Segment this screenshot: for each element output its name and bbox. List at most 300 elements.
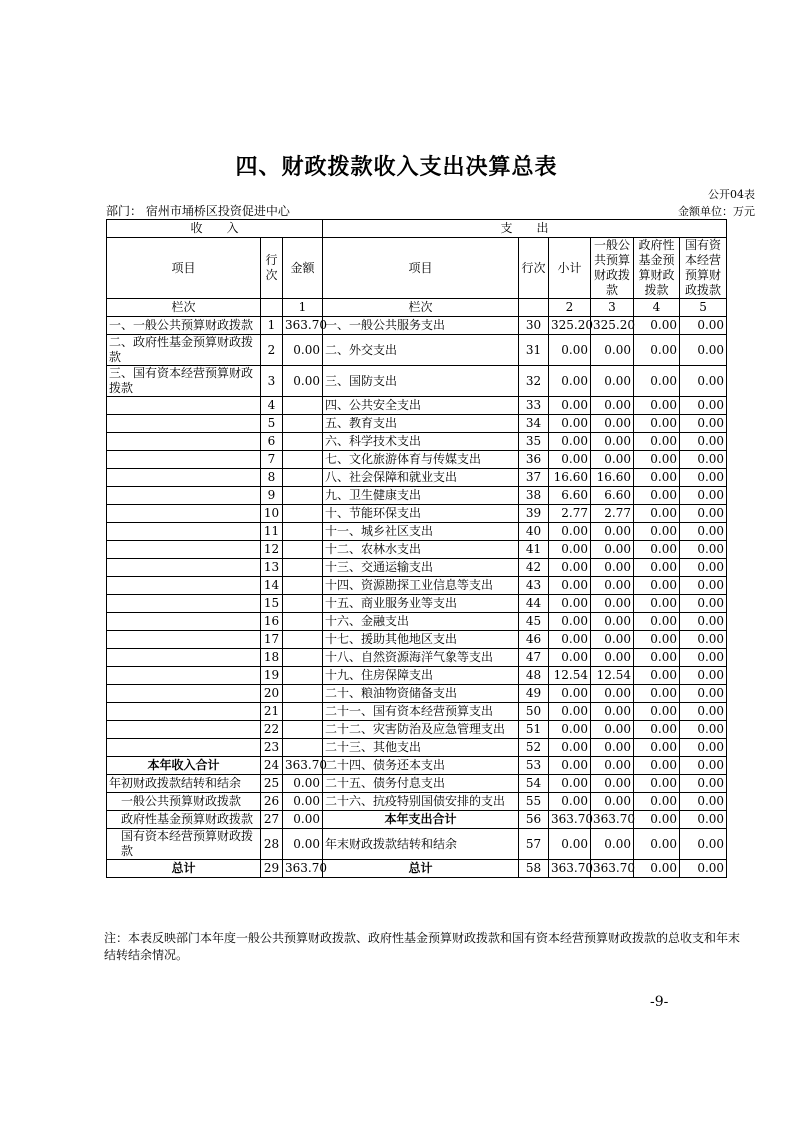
income-item-cell xyxy=(107,505,261,523)
expense-line-cell: 47 xyxy=(519,649,549,667)
fund-budget-cell: 0.00 xyxy=(634,559,680,577)
fund-budget-cell: 0.00 xyxy=(634,335,680,366)
capital-budget-cell: 0.00 xyxy=(680,757,727,775)
income-line-header: 行次 xyxy=(261,238,283,299)
income-item-cell: 一、一般公共预算财政拨款 xyxy=(107,317,261,335)
subtotal-cell: 0.00 xyxy=(549,523,591,541)
expense-line-cell: 36 xyxy=(519,451,549,469)
income-amount-cell xyxy=(283,415,323,433)
fund-budget-cell: 0.00 xyxy=(634,757,680,775)
income-item-cell: 本年收入合计 xyxy=(107,757,261,775)
fund-budget-cell: 0.00 xyxy=(634,397,680,415)
income-line-cell: 20 xyxy=(261,685,283,703)
fund-budget-cell: 0.00 xyxy=(634,775,680,793)
expense-line-cell: 48 xyxy=(519,667,549,685)
fund-budget-cell: 0.00 xyxy=(634,667,680,685)
column-index-empty xyxy=(261,299,283,317)
table-row xyxy=(107,649,727,667)
income-line-cell: 5 xyxy=(261,415,283,433)
income-item-cell xyxy=(107,721,261,739)
general-budget-cell: 0.00 xyxy=(591,433,634,451)
fund-budget-cell: 0.00 xyxy=(634,577,680,595)
expense-item-cell: 二、外交支出 xyxy=(323,335,519,366)
income-amount-cell xyxy=(283,631,323,649)
expense-line-cell: 45 xyxy=(519,613,549,631)
expense-line-cell: 37 xyxy=(519,469,549,487)
general-budget-cell: 2.77 xyxy=(591,505,634,523)
capital-budget-cell: 0.00 xyxy=(680,541,727,559)
table-row xyxy=(107,613,727,631)
table-row xyxy=(107,775,727,793)
expense-line-cell: 57 xyxy=(519,829,549,860)
capital-budget-cell: 0.00 xyxy=(680,433,727,451)
income-amount-cell xyxy=(283,559,323,577)
income-line-cell: 3 xyxy=(261,366,283,397)
expense-item-cell: 三、国防支出 xyxy=(323,366,519,397)
expense-item-cell: 二十一、国有资本经营预算支出 xyxy=(323,703,519,721)
income-line-cell: 27 xyxy=(261,811,283,829)
expense-item-cell: 十四、资源勘探工业信息等支出 xyxy=(323,577,519,595)
column-index-4: 4 xyxy=(634,299,680,317)
expense-line-header: 行次 xyxy=(519,238,549,299)
income-line-cell: 19 xyxy=(261,667,283,685)
general-budget-cell: 16.60 xyxy=(591,469,634,487)
fund-budget-cell: 0.00 xyxy=(634,595,680,613)
income-item-cell xyxy=(107,415,261,433)
expense-item-cell: 十五、商业服务业等支出 xyxy=(323,595,519,613)
income-amount-cell xyxy=(283,487,323,505)
capital-budget-cell: 0.00 xyxy=(680,685,727,703)
table-row xyxy=(107,703,727,721)
table-row xyxy=(107,505,727,523)
income-amount-cell xyxy=(283,397,323,415)
fund-budget-cell: 0.00 xyxy=(634,860,680,878)
expense-line-cell: 30 xyxy=(519,317,549,335)
income-line-cell: 23 xyxy=(261,739,283,757)
income-amount-cell: 0.00 xyxy=(283,335,323,366)
income-line-cell: 6 xyxy=(261,433,283,451)
column-index-empty-2 xyxy=(519,299,549,317)
income-line-cell: 21 xyxy=(261,703,283,721)
expense-line-cell: 34 xyxy=(519,415,549,433)
general-budget-cell: 0.00 xyxy=(591,523,634,541)
general-budget-cell: 0.00 xyxy=(591,631,634,649)
income-line-cell: 10 xyxy=(261,505,283,523)
expense-line-cell: 46 xyxy=(519,631,549,649)
income-section-header: 收 入 xyxy=(107,220,323,238)
subtotal-cell: 0.00 xyxy=(549,613,591,631)
general-budget-cell: 0.00 xyxy=(591,703,634,721)
subtotal-cell: 0.00 xyxy=(549,397,591,415)
subtotal-cell: 6.60 xyxy=(549,487,591,505)
capital-budget-cell: 0.00 xyxy=(680,523,727,541)
expense-item-cell: 二十二、灾害防治及应急管理支出 xyxy=(323,721,519,739)
income-amount-cell xyxy=(283,577,323,595)
income-item-cell xyxy=(107,667,261,685)
fund-budget-cell: 0.00 xyxy=(634,469,680,487)
income-amount-cell: 0.00 xyxy=(283,366,323,397)
income-amount-cell xyxy=(283,613,323,631)
page-title: 四、财政拨款收入支出决算总表 xyxy=(235,155,558,180)
table-row xyxy=(107,667,727,685)
income-item-cell xyxy=(107,577,261,595)
income-line-cell: 11 xyxy=(261,523,283,541)
income-amount-cell xyxy=(283,541,323,559)
expense-line-cell: 35 xyxy=(519,433,549,451)
general-budget-cell: 363.70 xyxy=(591,860,634,878)
general-budget-cell: 325.20 xyxy=(591,317,634,335)
table-row xyxy=(107,739,727,757)
expense-line-cell: 32 xyxy=(519,366,549,397)
fund-budget-header: 政府性基金预算财政拨款 xyxy=(634,238,680,299)
income-line-cell: 16 xyxy=(261,613,283,631)
expense-section-header: 支 出 xyxy=(323,220,727,238)
income-amount-cell xyxy=(283,721,323,739)
fund-budget-cell: 0.00 xyxy=(634,523,680,541)
fund-budget-cell: 0.00 xyxy=(634,415,680,433)
expense-item-cell: 二十四、债务还本支出 xyxy=(323,757,519,775)
fund-budget-cell: 0.00 xyxy=(634,317,680,335)
income-line-cell: 12 xyxy=(261,541,283,559)
expense-line-cell: 49 xyxy=(519,685,549,703)
income-item-cell xyxy=(107,649,261,667)
income-item-cell xyxy=(107,739,261,757)
general-budget-cell: 0.00 xyxy=(591,397,634,415)
income-amount-cell xyxy=(283,667,323,685)
income-item-cell: 年初财政拨款结转和结余 xyxy=(107,775,261,793)
general-budget-cell: 0.00 xyxy=(591,649,634,667)
general-budget-cell: 0.00 xyxy=(591,415,634,433)
subtotal-cell: 0.00 xyxy=(549,415,591,433)
expense-item-cell: 年末财政拨款结转和结余 xyxy=(323,829,519,860)
subtotal-cell: 0.00 xyxy=(549,595,591,613)
expense-line-cell: 55 xyxy=(519,793,549,811)
expense-item-cell: 九、卫生健康支出 xyxy=(323,487,519,505)
general-budget-cell: 0.00 xyxy=(591,451,634,469)
fund-budget-cell: 0.00 xyxy=(634,433,680,451)
income-line-cell: 22 xyxy=(261,721,283,739)
table-row xyxy=(107,757,727,775)
capital-budget-cell: 0.00 xyxy=(680,703,727,721)
general-budget-cell: 0.00 xyxy=(591,541,634,559)
capital-budget-cell: 0.00 xyxy=(680,415,727,433)
table-row xyxy=(107,595,727,613)
income-item-cell xyxy=(107,397,261,415)
general-budget-cell: 0.00 xyxy=(591,559,634,577)
subtotal-cell: 325.20 xyxy=(549,317,591,335)
general-budget-cell: 0.00 xyxy=(591,721,634,739)
general-budget-cell: 6.60 xyxy=(591,487,634,505)
general-budget-cell: 0.00 xyxy=(591,577,634,595)
subtotal-cell: 0.00 xyxy=(549,433,591,451)
table-row xyxy=(107,397,727,415)
general-budget-cell: 363.70 xyxy=(591,811,634,829)
table-row xyxy=(107,469,727,487)
income-item-cell xyxy=(107,451,261,469)
expense-item-cell: 一、一般公共服务支出 xyxy=(323,317,519,335)
expense-line-cell: 50 xyxy=(519,703,549,721)
income-item-cell: 总计 xyxy=(107,860,261,878)
subtotal-cell: 0.00 xyxy=(549,451,591,469)
subtotal-cell: 12.54 xyxy=(549,667,591,685)
income-line-cell: 26 xyxy=(261,793,283,811)
column-index-label: 栏次 xyxy=(107,299,261,317)
column-index-2: 2 xyxy=(549,299,591,317)
subtotal-cell: 0.00 xyxy=(549,685,591,703)
income-amount-cell xyxy=(283,703,323,721)
income-amount-cell xyxy=(283,469,323,487)
expense-line-cell: 56 xyxy=(519,811,549,829)
income-item-cell xyxy=(107,433,261,451)
capital-budget-cell: 0.00 xyxy=(680,811,727,829)
expense-line-cell: 43 xyxy=(519,577,549,595)
expense-item-cell: 十七、援助其他地区支出 xyxy=(323,631,519,649)
fund-budget-cell: 0.00 xyxy=(634,649,680,667)
income-amount-cell: 0.00 xyxy=(283,775,323,793)
income-line-cell: 18 xyxy=(261,649,283,667)
fund-budget-cell: 0.00 xyxy=(634,451,680,469)
subtotal-cell: 16.60 xyxy=(549,469,591,487)
capital-budget-cell: 0.00 xyxy=(680,577,727,595)
subtotal-cell: 0.00 xyxy=(549,739,591,757)
expense-item-cell: 二十六、抗疫特别国债安排的支出 xyxy=(323,793,519,811)
income-item-cell xyxy=(107,703,261,721)
fund-budget-cell: 0.00 xyxy=(634,793,680,811)
subtotal-cell: 363.70 xyxy=(549,811,591,829)
table-row xyxy=(107,793,727,811)
income-line-cell: 15 xyxy=(261,595,283,613)
capital-budget-cell: 0.00 xyxy=(680,397,727,415)
subtotal-cell: 0.00 xyxy=(549,649,591,667)
general-budget-cell: 0.00 xyxy=(591,793,634,811)
expense-item-cell: 十一、城乡社区支出 xyxy=(323,523,519,541)
expense-line-cell: 33 xyxy=(519,397,549,415)
income-line-cell: 25 xyxy=(261,775,283,793)
expense-line-cell: 51 xyxy=(519,721,549,739)
general-budget-cell: 0.00 xyxy=(591,335,634,366)
income-line-cell: 8 xyxy=(261,469,283,487)
income-amount-cell xyxy=(283,433,323,451)
income-amount-cell xyxy=(283,523,323,541)
income-line-cell: 28 xyxy=(261,829,283,860)
income-item-cell xyxy=(107,541,261,559)
income-amount-cell xyxy=(283,649,323,667)
subtotal-cell: 0.00 xyxy=(549,757,591,775)
unit-label: 金额单位：万元 xyxy=(678,205,755,218)
expense-item-cell: 总计 xyxy=(323,860,519,878)
expense-line-cell: 39 xyxy=(519,505,549,523)
income-amount-cell xyxy=(283,685,323,703)
capital-budget-cell: 0.00 xyxy=(680,860,727,878)
income-item-cell: 三、国有资本经营预算财政拨款 xyxy=(107,366,261,397)
general-budget-cell: 0.00 xyxy=(591,829,634,860)
fund-budget-cell: 0.00 xyxy=(634,541,680,559)
expense-line-cell: 41 xyxy=(519,541,549,559)
income-item-cell: 国有资本经营预算财政拨款 xyxy=(107,829,261,860)
expense-line-cell: 44 xyxy=(519,595,549,613)
general-budget-header: 一般公共预算财政拨款 xyxy=(591,238,634,299)
income-amount-header: 金额 xyxy=(283,238,323,299)
table-row xyxy=(107,577,727,595)
department-label: 部门： 宿州市埇桥区投资促进中心 xyxy=(106,204,290,218)
column-index-5: 5 xyxy=(680,299,727,317)
fund-budget-cell: 0.00 xyxy=(634,703,680,721)
page-number: -9- xyxy=(650,994,669,1010)
expense-item-cell: 二十、粮油物资储备支出 xyxy=(323,685,519,703)
subtotal-cell: 0.00 xyxy=(549,631,591,649)
expense-item-cell: 本年支出合计 xyxy=(323,811,519,829)
fund-budget-cell: 0.00 xyxy=(634,721,680,739)
table-row xyxy=(107,559,727,577)
expense-item-cell: 十六、金融支出 xyxy=(323,613,519,631)
income-amount-cell xyxy=(283,739,323,757)
expense-item-cell: 八、社会保障和就业支出 xyxy=(323,469,519,487)
subtotal-header: 小计 xyxy=(549,238,591,299)
capital-budget-cell: 0.00 xyxy=(680,451,727,469)
expense-item-cell: 十八、自然资源海洋气象等支出 xyxy=(323,649,519,667)
income-line-cell: 17 xyxy=(261,631,283,649)
column-index-1: 1 xyxy=(283,299,323,317)
capital-budget-cell: 0.00 xyxy=(680,366,727,397)
expense-item-cell: 六、科学技术支出 xyxy=(323,433,519,451)
income-item-cell xyxy=(107,523,261,541)
income-line-cell: 29 xyxy=(261,860,283,878)
fund-budget-cell: 0.00 xyxy=(634,487,680,505)
income-item-cell xyxy=(107,559,261,577)
fund-budget-cell: 0.00 xyxy=(634,631,680,649)
general-budget-cell: 0.00 xyxy=(591,775,634,793)
expense-line-cell: 52 xyxy=(519,739,549,757)
table-row xyxy=(107,451,727,469)
capital-budget-cell: 0.00 xyxy=(680,739,727,757)
expense-line-cell: 31 xyxy=(519,335,549,366)
expense-item-cell: 二十三、其他支出 xyxy=(323,739,519,757)
income-item-cell xyxy=(107,685,261,703)
column-index-label-2: 栏次 xyxy=(323,299,519,317)
income-item-cell xyxy=(107,469,261,487)
table-row xyxy=(107,415,727,433)
fund-budget-cell: 0.00 xyxy=(634,366,680,397)
column-index-3: 3 xyxy=(591,299,634,317)
subtotal-cell: 2.77 xyxy=(549,505,591,523)
expense-item-cell: 五、教育支出 xyxy=(323,415,519,433)
subtotal-cell: 0.00 xyxy=(549,829,591,860)
expense-item-cell: 七、文化旅游体育与传媒支出 xyxy=(323,451,519,469)
table-row xyxy=(107,317,727,335)
income-item-cell: 政府性基金预算财政拨款 xyxy=(107,811,261,829)
general-budget-cell: 0.00 xyxy=(591,595,634,613)
table-row xyxy=(107,523,727,541)
income-amount-cell: 363.70 xyxy=(283,860,323,878)
capital-budget-cell: 0.00 xyxy=(680,613,727,631)
subtotal-cell: 0.00 xyxy=(549,559,591,577)
table-row xyxy=(107,721,727,739)
income-item-cell xyxy=(107,613,261,631)
form-code: 公开04表 xyxy=(708,188,755,201)
expense-item-cell: 十、节能环保支出 xyxy=(323,505,519,523)
expense-line-cell: 38 xyxy=(519,487,549,505)
expense-line-cell: 42 xyxy=(519,559,549,577)
expense-item-cell: 十三、交通运输支出 xyxy=(323,559,519,577)
capital-budget-cell: 0.00 xyxy=(680,595,727,613)
capital-budget-cell: 0.00 xyxy=(680,775,727,793)
subtotal-cell: 0.00 xyxy=(549,541,591,559)
income-line-cell: 9 xyxy=(261,487,283,505)
capital-budget-cell: 0.00 xyxy=(680,631,727,649)
capital-budget-cell: 0.00 xyxy=(680,559,727,577)
expense-item-cell: 四、公共安全支出 xyxy=(323,397,519,415)
capital-budget-cell: 0.00 xyxy=(680,505,727,523)
income-amount-cell: 0.00 xyxy=(283,793,323,811)
budget-table xyxy=(106,219,727,878)
capital-budget-cell: 0.00 xyxy=(680,317,727,335)
fund-budget-cell: 0.00 xyxy=(634,811,680,829)
expense-line-cell: 53 xyxy=(519,757,549,775)
expense-line-cell: 58 xyxy=(519,860,549,878)
general-budget-cell: 0.00 xyxy=(591,757,634,775)
table-row xyxy=(107,335,727,366)
general-budget-cell: 0.00 xyxy=(591,739,634,757)
capital-budget-header: 国有资本经营预算财政拨款 xyxy=(680,238,727,299)
capital-budget-cell: 0.00 xyxy=(680,649,727,667)
subtotal-cell: 0.00 xyxy=(549,366,591,397)
fund-budget-cell: 0.00 xyxy=(634,829,680,860)
general-budget-cell: 0.00 xyxy=(591,613,634,631)
expense-item-header: 项目 xyxy=(323,238,519,299)
subtotal-cell: 363.70 xyxy=(549,860,591,878)
capital-budget-cell: 0.00 xyxy=(680,793,727,811)
income-amount-cell: 363.70 xyxy=(283,757,323,775)
income-line-cell: 1 xyxy=(261,317,283,335)
income-amount-cell xyxy=(283,595,323,613)
income-line-cell: 2 xyxy=(261,335,283,366)
general-budget-cell: 0.00 xyxy=(591,366,634,397)
income-amount-cell: 363.70 xyxy=(283,317,323,335)
general-budget-cell: 0.00 xyxy=(591,685,634,703)
income-item-header: 项目 xyxy=(107,238,261,299)
fund-budget-cell: 0.00 xyxy=(634,685,680,703)
income-amount-cell: 0.00 xyxy=(283,811,323,829)
subtotal-cell: 0.00 xyxy=(549,793,591,811)
income-amount-cell xyxy=(283,451,323,469)
table-row xyxy=(107,685,727,703)
expense-item-cell: 十九、住房保障支出 xyxy=(323,667,519,685)
income-line-cell: 24 xyxy=(261,757,283,775)
income-item-cell: 二、政府性基金预算财政拨款 xyxy=(107,335,261,366)
expense-line-cell: 54 xyxy=(519,775,549,793)
fund-budget-cell: 0.00 xyxy=(634,739,680,757)
table-row xyxy=(107,631,727,649)
subtotal-cell: 0.00 xyxy=(549,335,591,366)
capital-budget-cell: 0.00 xyxy=(680,829,727,860)
table-row xyxy=(107,487,727,505)
fund-budget-cell: 0.00 xyxy=(634,613,680,631)
income-line-cell: 7 xyxy=(261,451,283,469)
expense-line-cell: 40 xyxy=(519,523,549,541)
footnote: 注：本表反映部门本年度一般公共预算财政拨款、政府性基金预算财政拨款和国有资本经营预算财政拨款的总收支和年末结转结余情况。 xyxy=(104,931,741,962)
income-item-cell xyxy=(107,595,261,613)
income-amount-cell xyxy=(283,505,323,523)
income-item-cell: 一般公共预算财政拨款 xyxy=(107,793,261,811)
table-row xyxy=(107,433,727,451)
fund-budget-cell: 0.00 xyxy=(634,505,680,523)
subtotal-cell: 0.00 xyxy=(549,703,591,721)
income-amount-cell: 0.00 xyxy=(283,829,323,860)
income-line-cell: 14 xyxy=(261,577,283,595)
table-row xyxy=(107,811,727,829)
income-line-cell: 13 xyxy=(261,559,283,577)
table-row xyxy=(107,860,727,878)
